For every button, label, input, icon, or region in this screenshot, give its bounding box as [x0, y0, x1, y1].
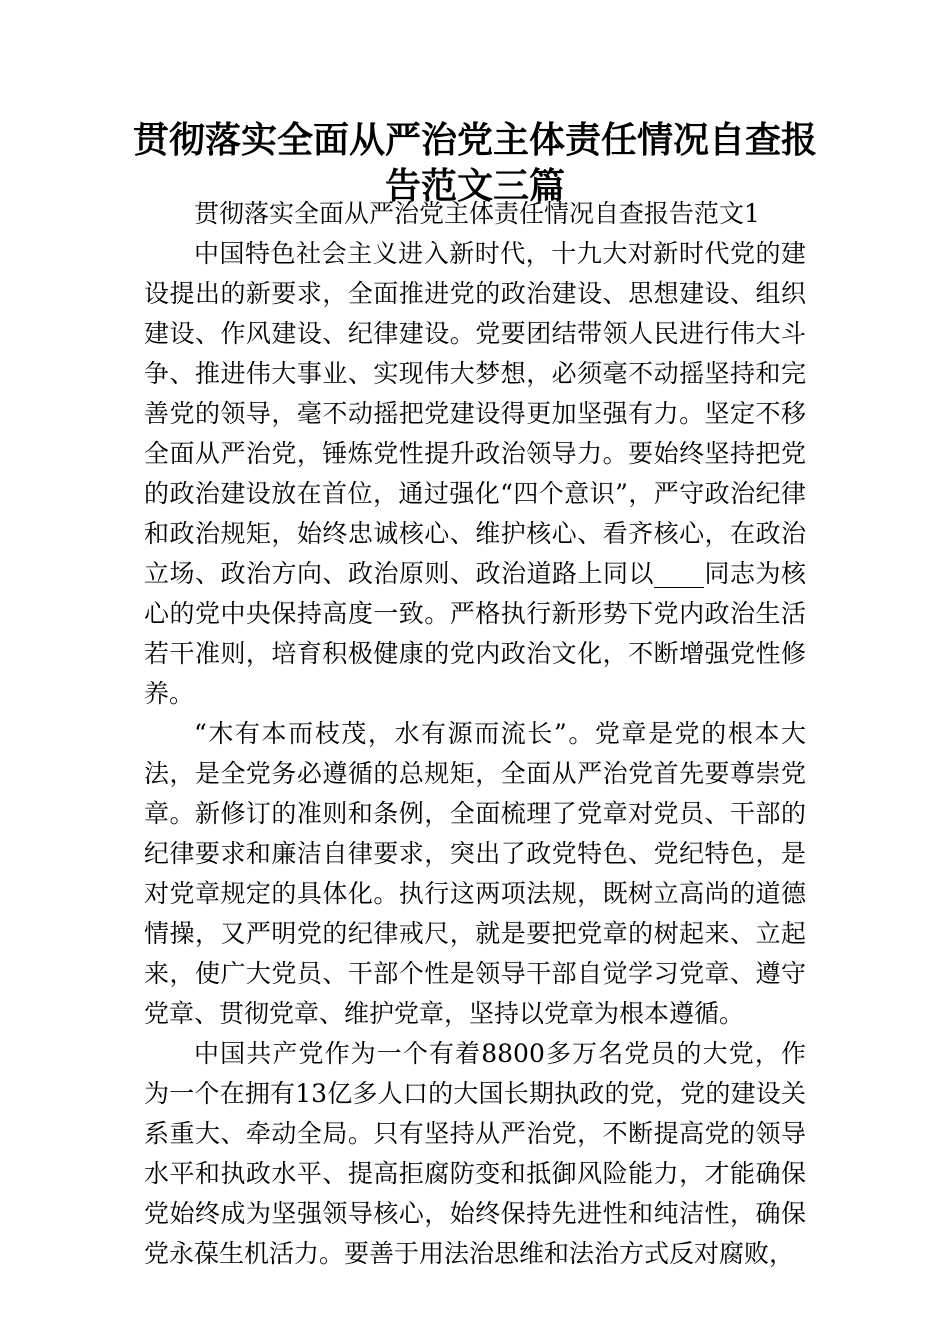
document-title-line-2: 告范文三篇: [384, 166, 565, 207]
document-body: [144, 194, 806, 1274]
paragraph: 中国共产党作为一个有着8800多万名党员的大党，作为一个在拥有13亿多人口的大国长期执政的党，党的建设关系重大、牵动全局。只有坚持从严治党，不断提高党的领导水平和执政水平、提高拒腐防变和抵御风险能力，才能确保党始终成为坚强领导核心，始终保持先进性和纯洁性，确保党永葆生机活力。要善于用法治思维和法治方式反对腐败，: [144, 1039, 806, 1268]
paragraph: 中国特色社会主义进入新时代，十九大对新时代党的建设提出的新要求，全面推进党的政治建设、思想建设、组织建设、作风建设、纪律建设。党要团结带领人民进行伟大斗争、推进伟大事业、实现伟大梦想，必须毫不动摇坚持和完善党的领导，毫不动摇把党建设得更加坚强有力。坚定不移全面从严治党，锤炼党性提升政治领导力。要始终坚持把党的政治建设放在首位，通过强化“四个意识”，严守政治纪律和政治规矩，始终忠诚核心、维护核心、看齐核心，在政治立场、政治方向、政治原则、政治道路上同以____同志为核心的党中央保持高度一致。严格执行新形势下党内政治生活若干准则，培育积极健康的党内政治文化，不断增强党性修养。: [144, 239, 806, 708]
section-heading: 贯彻落实全面从严治党主体责任情况自查报告范文1: [194, 199, 760, 228]
document-title-line-1: 贯彻落实全面从严治党主体责任情况自查报: [132, 120, 817, 161]
paragraph: “木有本而枝茂，水有源而流长”。党章是党的根本大法，是全党务必遵循的总规矩，全面从严治党首先要尊崇党章。新修订的准则和条例，全面梳理了党章对党员、干部的纪律要求和廉洁自律要求，突出了政党特色、党纪特色，是对党章规定的具体化。执行这两项法规，既树立高尚的道德情操，又严明党的纪律戒尺，就是要把党章的树起来、立起来，使广大党员、干部个性是领导干部自觉学习党章、遵守党章、贯彻党章、维护党章，坚持以党章为根本遵循。: [144, 719, 806, 1028]
